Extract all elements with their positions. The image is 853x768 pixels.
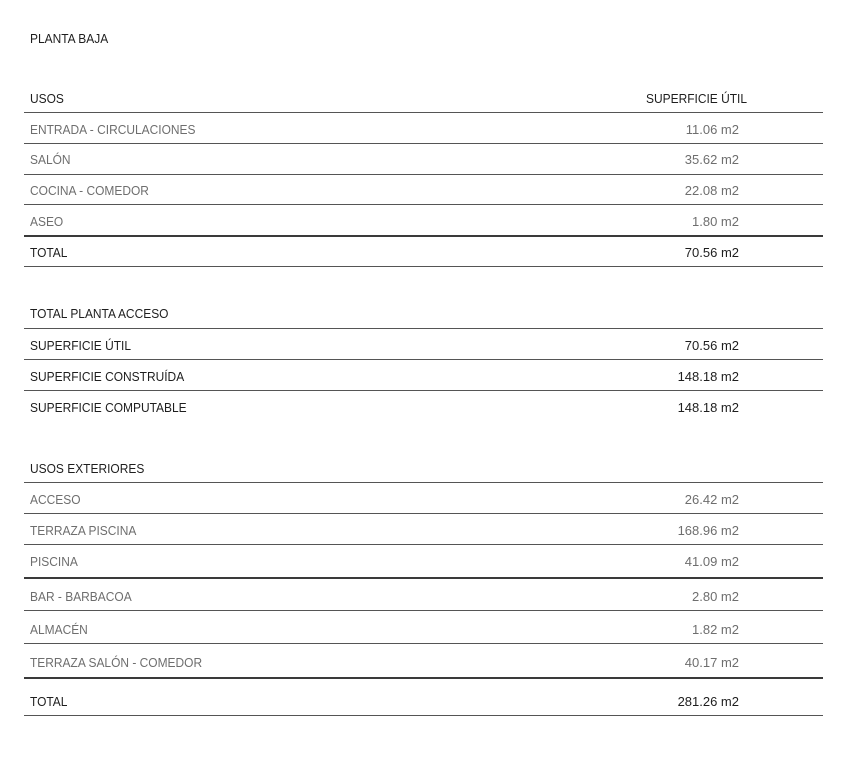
exteriores-row-label: PISCINA <box>30 554 78 569</box>
exteriores-row-value: 2.80 m2 <box>692 589 739 604</box>
exteriores-row-value: 168.96 m2 <box>677 523 739 538</box>
divider <box>24 513 823 514</box>
exteriores-row-label: TERRAZA PISCINA <box>30 523 137 538</box>
usos-row-label: SALÓN <box>30 152 71 167</box>
page-title: PLANTA BAJA <box>30 31 109 46</box>
divider <box>24 482 823 483</box>
acceso-row-label: SUPERFICIE ÚTIL <box>30 338 132 353</box>
divider <box>24 328 823 329</box>
usos-row-value: 22.08 m2 <box>684 183 739 198</box>
exteriores-row-label: BAR - BARBACOA <box>30 589 132 604</box>
acceso-header-label: TOTAL PLANTA ACCESO <box>30 306 169 321</box>
acceso-row-value: 148.18 m2 <box>677 369 739 384</box>
acceso-row-value: 148.18 m2 <box>677 400 739 415</box>
exteriores-row-value: 41.09 m2 <box>684 554 739 569</box>
divider <box>24 715 823 716</box>
usos-header-value: SUPERFICIE ÚTIL <box>646 91 748 106</box>
exteriores-row-value: 40.17 m2 <box>684 655 739 670</box>
usos-row-value: 35.62 m2 <box>684 152 739 167</box>
usos-row-label: ENTRADA - CIRCULACIONES <box>30 122 196 137</box>
usos-row-label: ASEO <box>30 214 64 229</box>
divider <box>24 359 823 360</box>
exteriores-row-label: TERRAZA SALÓN - COMEDOR <box>30 655 203 670</box>
divider <box>24 610 823 611</box>
divider <box>24 266 823 267</box>
divider <box>24 235 823 237</box>
acceso-row-label: SUPERFICIE COMPUTABLE <box>30 400 187 415</box>
divider <box>24 143 823 144</box>
usos-row-value: 11.06 m2 <box>685 122 739 137</box>
divider <box>24 677 823 679</box>
divider <box>24 204 823 205</box>
acceso-row-label: SUPERFICIE CONSTRUÍDA <box>30 369 185 384</box>
exteriores-row-label: ALMACÉN <box>30 622 88 637</box>
usos-row-value: 1.80 m2 <box>692 214 739 229</box>
divider <box>24 112 823 113</box>
divider <box>24 174 823 175</box>
usos-total-label: TOTAL <box>30 245 68 260</box>
exteriores-row-value: 1.82 m2 <box>692 622 739 637</box>
divider <box>24 544 823 545</box>
usos-header-label: USOS <box>30 91 64 106</box>
divider <box>24 643 823 644</box>
exteriores-row-value: 26.42 m2 <box>684 492 739 507</box>
usos-row-label: COCINA - COMEDOR <box>30 183 149 198</box>
exteriores-header-label: USOS EXTERIORES <box>30 461 145 476</box>
divider <box>24 577 823 579</box>
divider <box>24 390 823 391</box>
usos-total-value: 70.56 m2 <box>684 245 739 260</box>
exteriores-total-label: TOTAL <box>30 694 68 709</box>
exteriores-total-value: 281.26 m2 <box>677 694 739 709</box>
exteriores-row-label: ACCESO <box>30 492 81 507</box>
acceso-row-value: 70.56 m2 <box>684 338 739 353</box>
